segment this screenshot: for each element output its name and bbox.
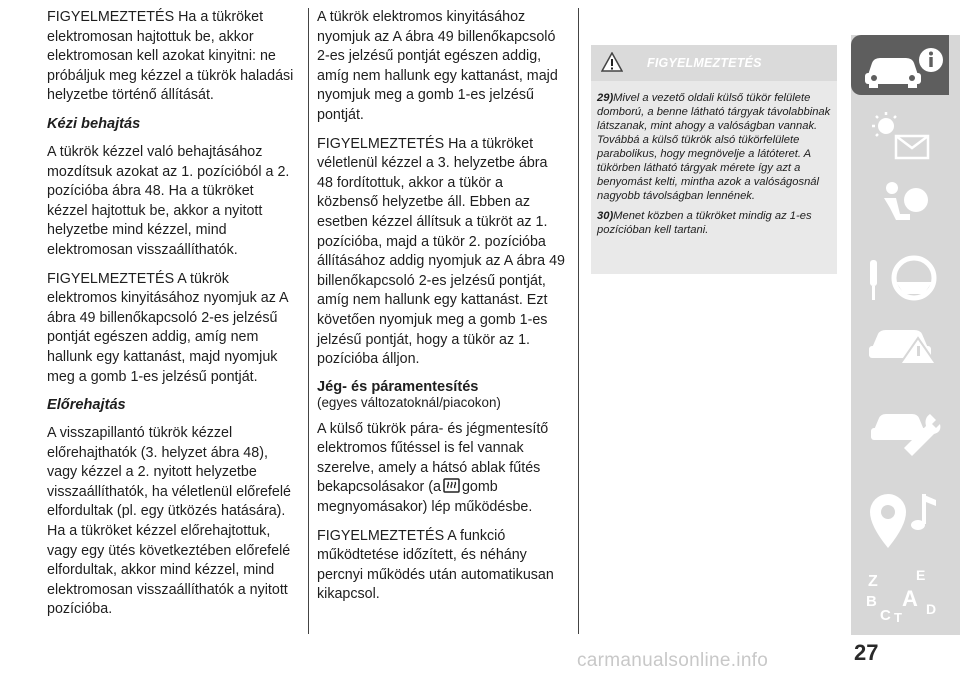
index-letter: D	[926, 601, 937, 617]
warning-note: 29)Mivel a vezető oldali külső tükör felülete domború, a benne látható tárgyak távolabbinak látszanak, mint ahogy a valóságban vannak. Továbbá a külső tükrök alsó tükörfelülete parabolikus, hogy megnövelje a látóteret. A tükörben látható tárgyak mérete így azt a benyomást kelti, mintha azok a valóságosnál nagyobb távolságban lennének.	[597, 92, 831, 202]
airbag-icon[interactable]	[870, 178, 932, 236]
paragraph-defrost: A külső tükrök pára- és jégmentesítő elektromos fűtéssel is fel vannak szerelve, amely a hátsó ablak fűtés bekapcsolásakor (a gomb megnyomásakor) lép működésbe.	[317, 420, 549, 516]
index-letter: B	[866, 593, 877, 610]
index-letter: T	[894, 610, 902, 625]
index-letter: C	[880, 607, 891, 624]
car-info-icon[interactable]	[862, 45, 944, 89]
paragraph-warning-electric-fold: FIGYELMEZTETÉS Ha a tükröket elektromosan hajtottuk be, akkor elektromosan kell azokat kinyitni: ne próbáljuk meg kézzel a tükrök haladási helyzetbe történő állítását.	[47, 9, 294, 104]
text-column-left	[47, 8, 297, 629]
steering-wheel-icon[interactable]	[866, 250, 940, 306]
column-divider	[578, 8, 579, 634]
heading-manual-folding: Kézi behajtás	[47, 115, 141, 132]
wrench-car-icon[interactable]	[864, 400, 944, 456]
index-letter: A	[902, 586, 918, 611]
paragraph-warning-electric-unfold: FIGYELMEZTETÉS A tükrök elektromos kinyitásához nyomjuk az A ábra 49 billenőkapcsoló 2-es jelzésű pontját egészen addig, amíg nem hallunk egy kattanást, majd nyomjuk meg a gomb 1-es jelzésű pontját.	[47, 270, 288, 385]
text-column-middle	[317, 8, 567, 614]
heading-defrost: Jég- és páramentesítés	[317, 378, 479, 395]
paragraph-manual-folding: A tükrök kézzel való behajtásához mozdítsuk azokat az 1. pozícióból a 2. pozícióba ábra 48. Ha a tükröket kézzel hajtottuk be, akkor a nyitott helyzetbe mind kézzel, mind elektromosan visszaállíthatók.	[47, 143, 290, 258]
index-letter: Z	[868, 573, 878, 590]
breakdown-icon[interactable]	[866, 318, 944, 366]
index-letter: E	[916, 567, 926, 583]
paragraph-electric-unfold: A tükrök elektromos kinyitásához nyomjuk az A ábra 49 billenőkapcsoló 2-es jelzésű pontját egészen addig, amíg nem hallunk egy kattanást, majd nyomjuk meg a gomb 1-es jelzésű pontját.	[317, 9, 558, 123]
paragraph-forward-folding: A visszapillantó tükrök kézzel előrehajthatók (3. helyzet ábra 48), vagy kézzel a 2. nyitott helyzetbe visszaállíthatók, ha véletlenül előrefelé elfordultak (pl. egy ütközés hatására). Ha a tükröket kézzel előrehajtottuk, vagy egy ütés következtében előrefelé elfordultak, akkor mind kézzel, mind elektromosan visszaállíthatók a nyitott pozícióba.	[47, 425, 291, 618]
music-nav-icon[interactable]	[866, 488, 940, 550]
warning-lights-icon[interactable]	[866, 110, 936, 162]
warning-note: 30)Menet közben a tükröket mindig az 1-es pozícióban kell tartani.	[597, 210, 812, 236]
index-letters-icon[interactable]	[862, 566, 944, 628]
warning-triangle-icon	[601, 52, 623, 72]
paragraph-warning-position-3: FIGYELMEZTETÉS Ha a tükröket véletlenül kézzel a 3. helyzetbe ábra 48 fordítottuk, akkor a tükör a közbenső helyzetbe áll. Ebben az esetben kézzel állítsuk a tükröt az 1. pozícióba, majd a tükör 2. pozícióba állításához addig nyomjuk az A ábra 49 billenőkapcsoló 2-es jelzésű pontját, amíg nem hallunk egy kattanást. Ezt követően nyomjuk meg a gomb 1-es jelzésű pontját, hogy a tükör az 1. pozícióba álljon.	[317, 135, 565, 368]
paragraph-timed-function: FIGYELMEZTETÉS A funkció működtetése időzített, és néhány percnyi működés után automatikusan kikapcsol.	[317, 527, 554, 603]
warning-header	[591, 45, 837, 81]
warning-box	[591, 45, 837, 274]
subheading-defrost-variants: (egyes változatoknál/piacokon)	[317, 394, 501, 410]
rear-defrost-icon	[443, 478, 460, 493]
watermark: carmanualsonline.info	[577, 650, 769, 671]
warning-title: FIGYELMEZTETÉS	[647, 56, 762, 70]
page-number: 27	[854, 640, 879, 665]
heading-forward-folding: Előrehajtás	[47, 397, 126, 414]
column-divider	[308, 8, 309, 634]
warning-notes	[591, 81, 837, 237]
